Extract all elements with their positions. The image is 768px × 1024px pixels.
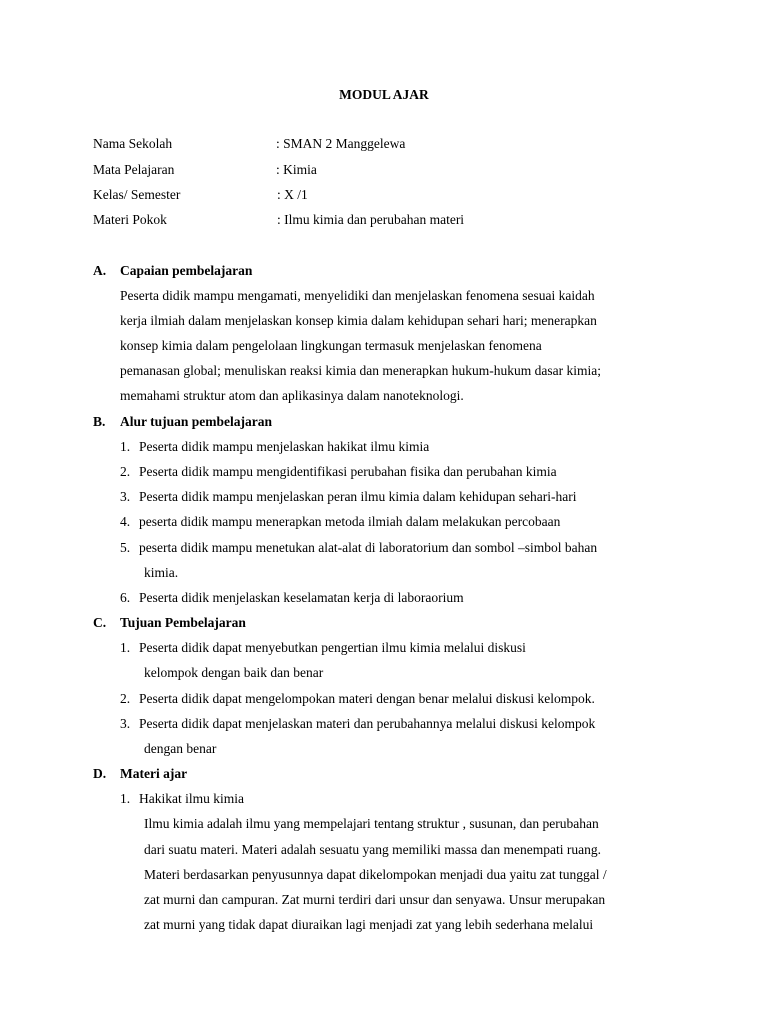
section-a-title: Capaian pembelajaran <box>120 263 253 278</box>
list-item: Peserta didik mampu menjelaskan hakikat ilmu kimia <box>139 439 430 454</box>
list-number: 1. <box>120 791 131 806</box>
list-item: Peserta didik dapat menjelaskan materi dan perubahannya melalui diskusi kelompok <box>139 716 596 731</box>
section-b-title: Alur tujuan pembelajaran <box>120 414 273 429</box>
info-value: : Kimia <box>276 162 317 177</box>
list-number: 5. <box>120 540 131 555</box>
info-label: Materi Pokok <box>93 212 167 227</box>
info-value: : X /1 <box>277 187 308 202</box>
document-title: MODUL AJAR <box>339 87 429 102</box>
section-d-title: Materi ajar <box>120 766 188 781</box>
section-a-letter: A. <box>93 263 107 278</box>
section-a-line: memahami struktur atom dan aplikasinya dalam nanoteknologi. <box>120 388 464 403</box>
section-b-letter: B. <box>93 414 106 429</box>
list-item: Peserta didik mampu menjelaskan peran ilmu kimia dalam kehidupan sehari-hari <box>139 489 577 504</box>
info-label: Kelas/ Semester <box>93 187 181 202</box>
list-number: 1. <box>120 439 131 454</box>
list-item-continuation: dengan benar <box>144 741 217 756</box>
list-number: 6. <box>120 590 131 605</box>
paragraph-line: Ilmu kimia adalah ilmu yang mempelajari tentang struktur , susunan, dan perubahan <box>144 816 599 831</box>
paragraph-line: zat murni dan campuran. Zat murni terdiri dari unsur dan senyawa. Unsur merupakan <box>144 892 606 907</box>
list-item: peserta didik mampu menetukan alat-alat di laboratorium dan sombol –simbol bahan <box>139 540 598 555</box>
list-number: 1. <box>120 640 131 655</box>
section-a-line: konsep kimia dalam pengelolaan lingkungan termasuk menjelaskan fenomena <box>120 338 542 353</box>
paragraph-line: Materi berdasarkan penyusunnya dapat dikelompokan menjadi dua yaitu zat tunggal / <box>144 867 607 882</box>
info-value: : SMAN 2 Manggelewa <box>276 136 406 151</box>
list-item: Peserta didik dapat menyebutkan pengertian ilmu kimia melalui diskusi <box>139 640 526 655</box>
section-c-title: Tujuan Pembelajaran <box>120 615 246 630</box>
section-a-line: pemanasan global; menuliskan reaksi kimia dan menerapkan hukum-hukum dasar kimia; <box>120 363 601 378</box>
section-d-letter: D. <box>93 766 107 781</box>
list-number: 2. <box>120 464 131 479</box>
section-c-letter: C. <box>93 615 107 630</box>
list-number: 4. <box>120 514 131 529</box>
list-item-continuation: kelompok dengan baik dan benar <box>144 665 324 680</box>
list-item: Peserta didik dapat mengelompokan materi dengan benar melalui diskusi kelompok. <box>139 691 595 706</box>
info-value: : Ilmu kimia dan perubahan materi <box>277 212 465 227</box>
paragraph-line: zat murni yang tidak dapat diuraikan lagi menjadi zat yang lebih sederhana melalui <box>144 917 594 932</box>
list-item: Peserta didik mampu mengidentifikasi perubahan fisika dan perubahan kimia <box>139 464 557 479</box>
section-a-line: kerja ilmiah dalam menjelaskan konsep kimia dalam kehidupan sehari hari; menerapkan <box>120 313 597 328</box>
list-item: Peserta didik menjelaskan keselamatan kerja di laboraorium <box>139 590 464 605</box>
info-label: Nama Sekolah <box>93 136 173 151</box>
list-item: Hakikat ilmu kimia <box>139 791 244 806</box>
list-item: peserta didik mampu menerapkan metoda ilmiah dalam melakukan percobaan <box>139 514 561 529</box>
section-a-line: Peserta didik mampu mengamati, menyelidiki dan menjelaskan fenomena sesuai kaidah <box>120 288 595 303</box>
list-number: 2. <box>120 691 131 706</box>
list-number: 3. <box>120 489 131 504</box>
paragraph-line: dari suatu materi. Materi adalah sesuatu yang memiliki massa dan menempati ruang. <box>144 842 601 857</box>
list-number: 3. <box>120 716 131 731</box>
list-item-continuation: kimia. <box>144 565 179 580</box>
info-label: Mata Pelajaran <box>93 162 175 177</box>
